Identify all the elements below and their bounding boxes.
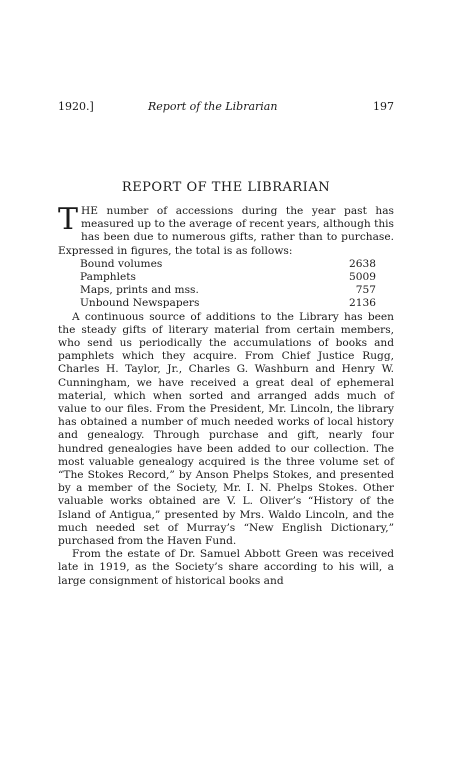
intro-paragraph	[58, 202, 394, 258]
accession-label: Pamphlets	[80, 271, 136, 284]
section-title: REPORT OF THE LIBRARIAN	[121, 180, 331, 195]
paragraph-green-estate: From the estate of Dr. Samuel Abbott Green was received late in 1919, as the Society’s share according to his will, a large consignment of historical books and	[58, 548, 394, 587]
running-title: Report of the Librarian	[148, 100, 278, 113]
paragraph-gifts: A continuous source of additions to the Library has been the steady gifts of literary material from certain members, who send us periodically the accumulations of books and pamphlets which they acquire. From Chief Justice Rugg, Charles H. Taylor, Jr., Charles G. Washburn and Henry W. Cunningham, we have received a great deal of ephemeral material, which when sorted and arranged adds much of value to our files. From the President, Mr. Lincoln, the library has obtained a number of much needed works of local history and genealogy. Through purchase and gift, nearly four hundred genealogies have been added to our collection. The most valuable genealogy acquired is the three volume set of “The Stokes Record,” by Anson Phelps Stokes, and presented by a member of the Society, Mr. I. N. Phelps Stokes. Other valuable works obtained are V. L. Oliver’s “History of the Island of Antigua,” presented by Mrs. Waldo Lincoln, and the much needed set of Murray’s “New English Dictionary,” purchased from the Haven Fund.	[58, 310, 394, 548]
accession-count: 757	[355, 284, 376, 297]
accession-row	[80, 284, 376, 297]
accession-row	[80, 271, 376, 284]
page-number: 197	[373, 100, 394, 113]
accession-row	[80, 297, 376, 310]
drop-cap: T	[58, 202, 79, 237]
report-body	[58, 202, 394, 588]
accession-count: 2638	[349, 257, 376, 270]
running-header	[58, 100, 394, 116]
accession-label: Unbound Newspapers	[80, 297, 200, 310]
accession-label: Maps, prints and mss.	[80, 284, 199, 297]
accessions-table	[80, 258, 376, 311]
accession-row	[80, 258, 376, 271]
intro-text: HE number of accessions during the year past has measured up to the average of recent years, although this has been due to numerous gifts, rather than to purchase. Expressed in figures, the total is as follows:	[58, 205, 394, 257]
accession-count: 5009	[349, 271, 376, 284]
header-year: 1920.]	[58, 100, 94, 113]
accession-count: 2136	[349, 297, 376, 310]
accession-label: Bound volumes	[80, 257, 163, 270]
